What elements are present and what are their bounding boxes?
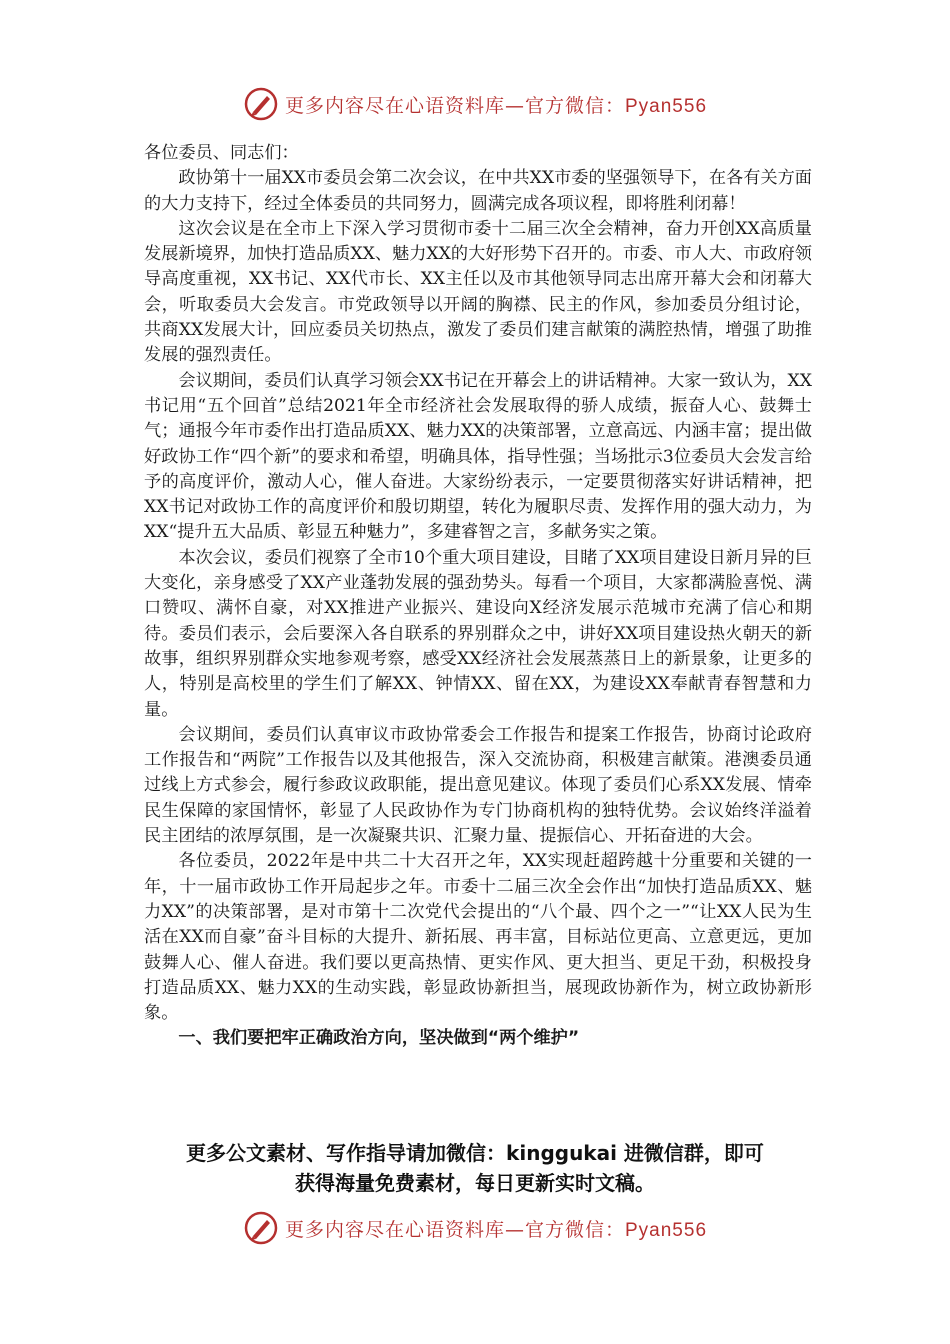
- paragraph: 会议期间，委员们认真学习领会XX书记在开幕会上的讲话精神。大家一致认为，XX书记用“五个回首”总结2021年全市经济社会发展取得的骄人成绩，振奋人心、鼓舞士气；通报今年市委作出打造品质XX、魅力XX的决策部署，立意高远、内涵丰富；提出做好政协工作“四个新”的要求和希望，明确具体，指导性强；当场批示3位委员大会发言给予的高度评价，激动人心，催人奋进。大家纷纷表示，一定要贯彻落实好讲话精神，把XX书记对政协工作的高度评价和殷切期望，转化为履职尽责、发挥作用的强大动力，为XX“提升五大品质、彰显五种魅力”，多建睿智之言，多献务实之策。: [144, 370, 812, 543]
- paragraph: 政协第十一届XX市委员会第二次会议，在中共XX市委的坚强领导下，在各有关方面的大力支持下，经过全体委员的共同努力，圆满完成各项议程，即将胜利闭幕！: [144, 168, 812, 214]
- watermark-footer: [0, 1206, 950, 1250]
- watermark-header: [0, 82, 950, 126]
- watermark-id: Pyan556: [625, 1219, 708, 1241]
- section-heading: 一、我们要把牢正确政治方向，坚决做到“两个维护”: [178, 1028, 580, 1049]
- paragraph: 会议期间，委员们认真审议市政协常委会工作报告和提案工作报告，协商讨论政府工作报告和“两院”工作报告以及其他报告，深入交流协商，积极建言献策。港澳委员通过线上方式参会，履行参政议政职能，提出意见建议。体现了委员们心系XX发展、情牵民生保障的家国情怀，彰显了人民政协作为专门协商机构的独特优势。会议始终洋溢着民主团结的浓厚氛围，是一次凝聚共识、汇聚力量、提振信心、开拓奋进的大会。: [144, 724, 812, 847]
- promo-notice: [120, 1138, 830, 1198]
- paragraph: 本次会议，委员们视察了全市10个重大项目建设，目睹了XX项目建设日新月异的巨大变化，亲身感受了XX产业蓬勃发展的强劲势头。每看一个项目，大家都满脸喜悦、满口赞叹、满怀自豪，对XX推进产业振兴、建设向X经济发展示范城市充满了信心和期待。委员们表示，会后要深入各自联系的界别群众之中，讲好XX项目建设热火朝天的新故事，组织界别群众实地参观考察，感受XX经济社会发展蒸蒸日上的新景象，让更多的人，特别是高校里的学生们了解XX、钟情XX、留在XX，为建设XX奉献青春智慧和力量。: [144, 547, 812, 720]
- watermark-text: [285, 1215, 707, 1242]
- promo-line-1: 更多公文素材、写作指导请加微信：kinggukai 进微信群，即可: [186, 1141, 764, 1165]
- document-body: [144, 141, 812, 1052]
- salutation: 各位委员、同志们：: [144, 143, 299, 163]
- paragraph: 各位委员，2022年是中共二十大召开之年，XX实现赶超跨越十分重要和关键的一年，十一届市政协工作开局起步之年。市委十二届三次全会作出“加快打造品质XX、魅力XX”的决策部署，是对市第十二次党代会提出的“八个最、四个之一”“让XX人民为生活在XX而自豪”奋斗目标的大提升、新拓展、再丰富，目标站位更高、立意更远，更加鼓舞人心、催人奋进。我们要以更高热情、更实作风、更大担当、更足干劲，积极投身打造品质XX、魅力XX的生动实践，彰显政协新担当，展现政协新作为，树立政协新形象。: [144, 851, 812, 1024]
- watermark-id: Pyan556: [625, 95, 708, 117]
- pen-circle-logo-icon: [243, 86, 279, 122]
- watermark-text-cn: 更多内容尽在心语资料库—官方微信：: [284, 94, 625, 117]
- pen-circle-logo-icon: [243, 1210, 279, 1246]
- paragraph: 这次会议是在全市上下深入学习贯彻市委十二届三次全会精神，奋力开创XX高质量发展新境界，加快打造品质XX、魅力XX的大好形势下召开的。市委、市人大、市政府领导高度重视，XX书记、XX代市长、XX主任以及市其他领导同志出席开幕大会和闭幕大会，听取委员大会发言。市党政领导以开阔的胸襟、民主的作风，参加委员分组讨论，共商XX发展大计，回应委员关切热点，激发了委员们建言献策的满腔热情，增强了助推发展的强烈责任。: [144, 218, 812, 366]
- watermark-text-cn: 更多内容尽在心语资料库—官方微信：: [284, 1218, 625, 1241]
- promo-line-2: 获得海量免费素材，每日更新实时文稿。: [295, 1171, 655, 1195]
- watermark-text: [285, 91, 707, 118]
